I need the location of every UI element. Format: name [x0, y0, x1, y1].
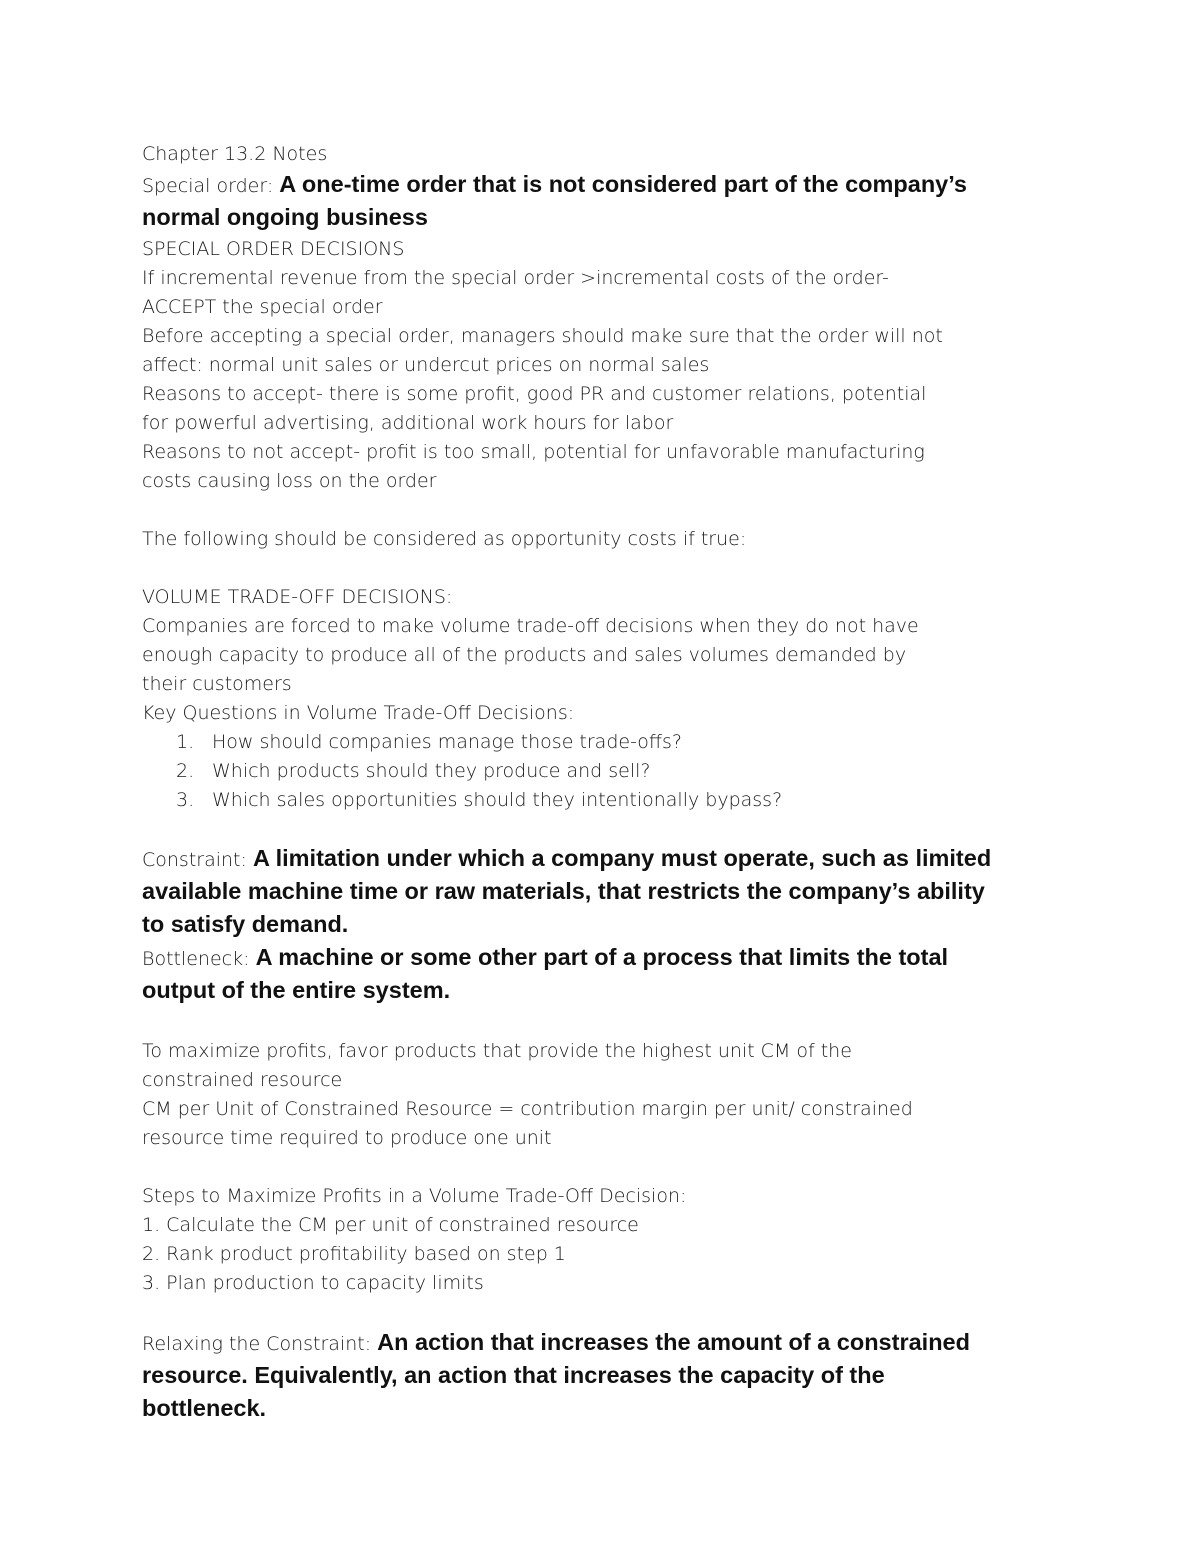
cm-formula-line: CM per Unit of Constrained Resource = contribution margin per unit/ constrained [142, 1098, 913, 1120]
key-questions-heading: Key Questions in Volume Trade-Off Decisions: [142, 702, 575, 724]
spacer [142, 1008, 1072, 1037]
document-page [142, 140, 1072, 1426]
special-order-definition-line-2: normal ongoing business [142, 204, 428, 230]
special-order-definition [142, 169, 1072, 235]
step-item: 3. Plan production to capacity limits [142, 1272, 484, 1294]
text-line: Reasons to not accept- profit is too small, potential for unfavorable manufacturing [142, 441, 925, 463]
step-item: 1. Calculate the CM per unit of constrained resource [142, 1214, 639, 1236]
relaxing-constraint-definition: Relaxing the Constraint: An action that increases the amount of a constrained resource. Equivalently, an action that increases the capacity of the bottleneck. [142, 1329, 970, 1421]
text-line: costs causing loss on the order [142, 470, 437, 492]
list-item: 2. Which products should they produce and sell? [176, 760, 651, 782]
text-line: Reasons to accept- there is some profit, good PR and customer relations, potential [142, 383, 927, 405]
text-line: resource time required to produce one unit [142, 1127, 552, 1149]
spacer [142, 496, 1072, 525]
text-line: their customers [142, 673, 292, 695]
spacer [142, 815, 1072, 843]
steps-heading: Steps to Maximize Profits in a Volume Trade-Off Decision: [142, 1185, 687, 1207]
constraint-definition: Constraint: A limitation under which a company must operate, such as limited available machine time or raw materials, that restricts the company’s ability to satisfy demand. [142, 845, 992, 937]
list-item: 3. Which sales opportunities should they intentionally bypass? [176, 789, 783, 811]
spacer [142, 1298, 1072, 1327]
relaxing-constraint-term: Relaxing the Constraint: [142, 1333, 378, 1355]
page-title: Chapter 13.2 Notes [142, 143, 328, 165]
text-line: Before accepting a special order, managers should make sure that the order will not [142, 325, 943, 347]
text-line: To maximize profits, favor products that provide the highest unit CM of the [142, 1040, 852, 1062]
opportunity-costs-line: The following should be considered as opportunity costs if true: [142, 528, 747, 550]
special-order-definition-line-1: A one-time order that is not considered part of the company’s [279, 171, 967, 197]
text-line: enough capacity to produce all of the products and sales volumes demanded by [142, 644, 907, 666]
key-questions-list [142, 728, 1072, 815]
special-order-decisions-heading: SPECIAL ORDER DECISIONS [142, 238, 405, 260]
step-item: 2. Rank product profitability based on step 1 [142, 1243, 566, 1265]
text-line: Companies are forced to make volume trade-off decisions when they do not have [142, 615, 919, 637]
bottleneck-term: Bottleneck: [142, 948, 256, 970]
text-line: If incremental revenue from the special order >incremental costs of the order- [142, 267, 889, 289]
list-item: 1. How should companies manage those trade-offs? [176, 731, 682, 753]
bottleneck-definition: Bottleneck: A machine or some other part of a process that limits the total output of the entire system. [142, 944, 949, 1003]
text-line: for powerful advertising, additional work hours for labor [142, 412, 674, 434]
special-order-term: Special order: [142, 175, 280, 197]
text-line: ACCEPT the special order [142, 296, 383, 318]
text-line: constrained resource [142, 1069, 343, 1091]
constraint-term: Constraint: [142, 849, 253, 871]
volume-trade-off-heading: VOLUME TRADE-OFF DECISIONS: [142, 586, 453, 608]
spacer [142, 1153, 1072, 1182]
spacer [142, 554, 1072, 583]
text-line: affect: normal unit sales or undercut prices on normal sales [142, 354, 710, 376]
